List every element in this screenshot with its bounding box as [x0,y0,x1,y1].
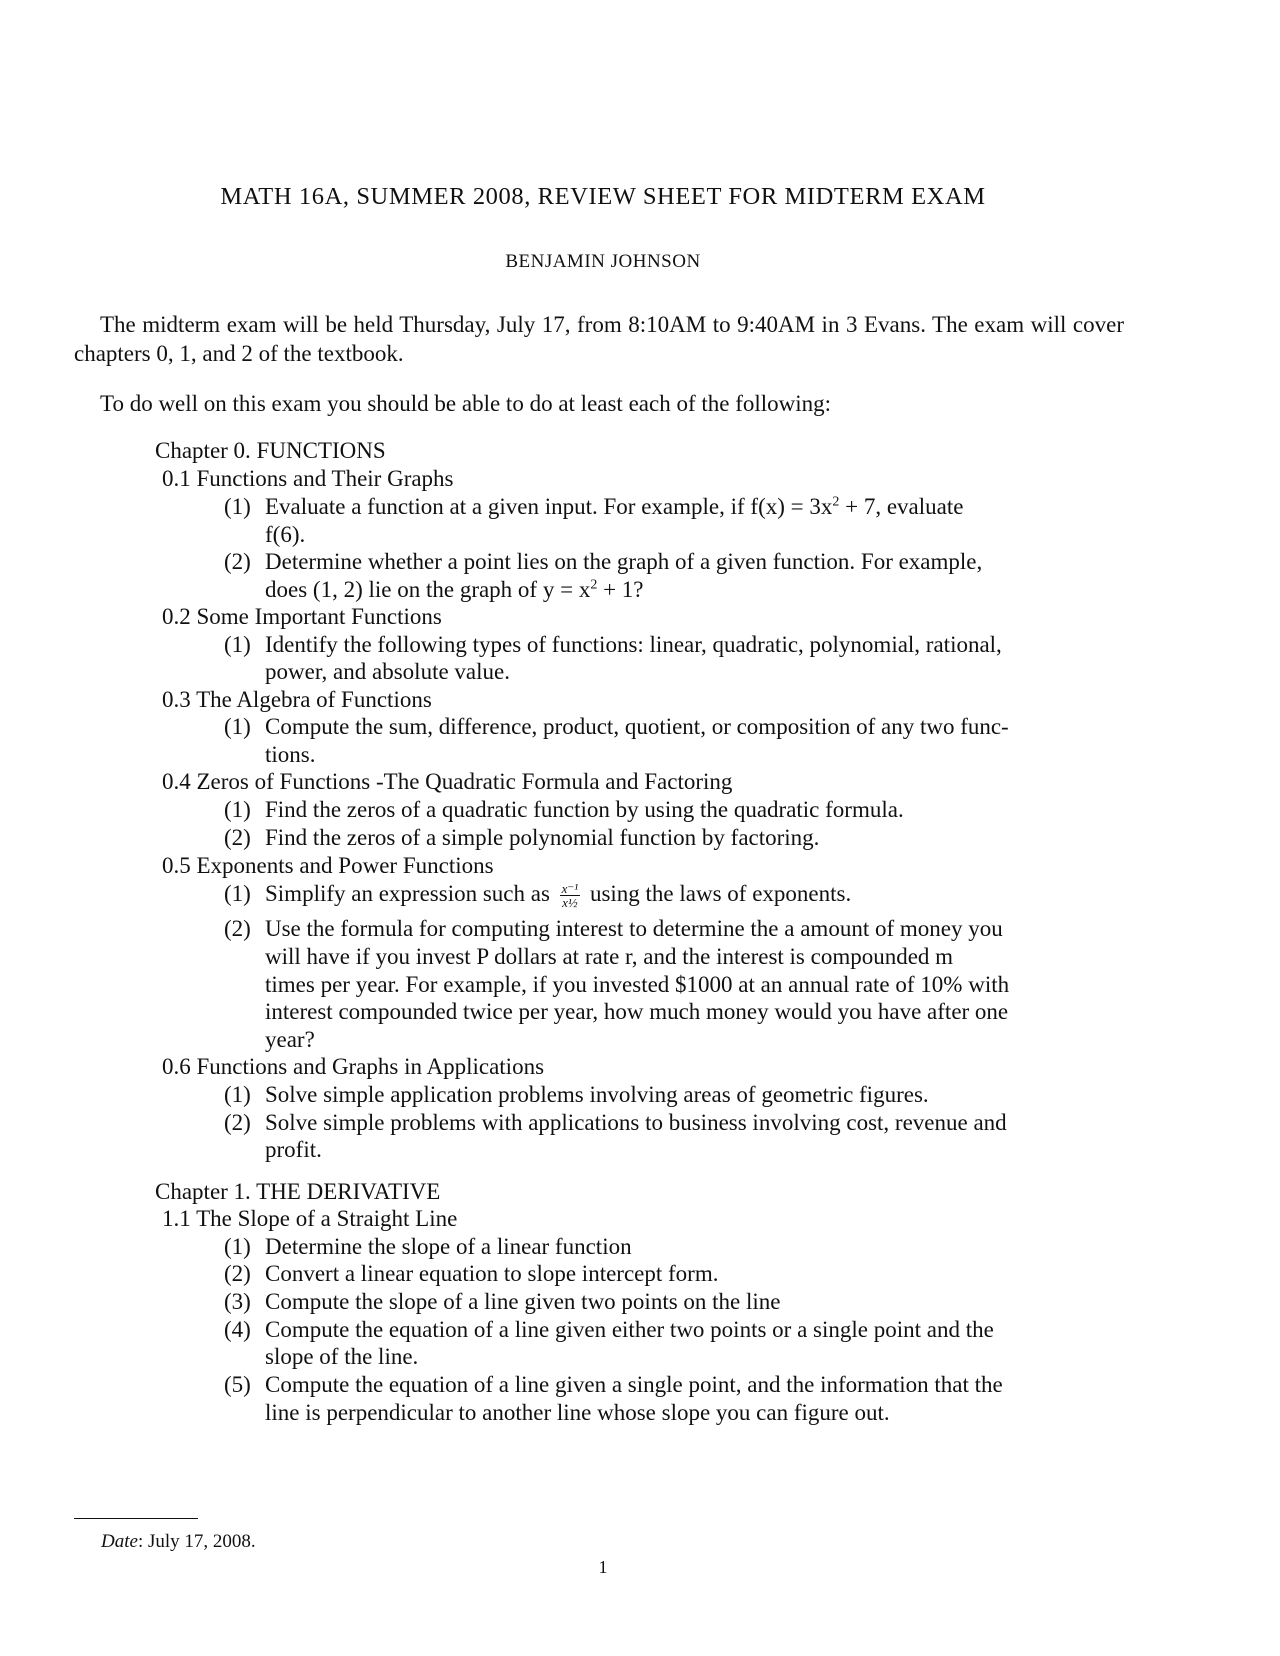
list-item: (1) Identify the following types of functions: linear, quadratic, polynomial, rational, [224,632,1002,657]
chapter-heading: Chapter 1. THE DERIVATIVE [155,1179,441,1204]
list-item: (2) Convert a linear equation to slope intercept form. [224,1261,719,1286]
list-item: (1) Solve simple application problems involving areas of geometric figures. [224,1082,929,1107]
list-item: (1) Evaluate a function at a given input. For example, if $f(x) = 3x^2 + 7$, evaluate [224,494,964,519]
section-title: 0.2 Some Important Functions [162,604,442,629]
section-title: 1.1 The Slope of a Straight Line [162,1206,458,1231]
footnote-date: Date: July 17, 2008. [101,1531,256,1552]
list-item-continuation: does (1, 2) lie on the graph of $y = x^2 + 1$? [265,577,644,602]
section-title: 0.5 Exponents and Power Functions [162,853,494,878]
list-item-continuation: year? [265,1027,315,1052]
list-item-continuation: line is perpendicular to another line whose slope you can figure out. [265,1400,890,1425]
chapter-heading: Chapter 0. FUNCTIONS [155,438,386,463]
section-title: 0.3 The Algebra of Functions [162,687,432,712]
section-title: 0.1 Functions and Their Graphs [162,466,454,491]
intro-text: The midterm exam will be held Thursday, July 17, from 8:10AM to 9:40AM in 3 Evans. The exam will cover chapters 0, 1, and 2 of the textbook. [74,312,1124,366]
list-item: (5) Compute the equation of a line given a single point, and the information that the [224,1372,1003,1397]
intro-paragraph [74,310,1124,368]
section-title: 0.4 Zeros of Functions -The Quadratic Formula and Factoring [162,769,733,794]
list-item-continuation: tions. [265,742,316,767]
document-title: MATH 16A, SUMMER 2008, REVIEW SHEET FOR MIDTERM EXAM [220,183,986,210]
list-item: (2) Determine whether a point lies on the graph of a given function. For example, [224,549,983,574]
list-item: (1) Determine the slope of a linear function [224,1234,632,1259]
list-item-continuation: interest compounded twice per year, how much money would you have after one [265,999,1009,1024]
section-title: 0.6 Functions and Graphs in Applications [162,1054,545,1079]
list-item: (2) Find the zeros of a simple polynomial function by factoring. [224,825,820,850]
footnote-rule [74,1518,198,1519]
list-item-continuation: power, and absolute value. [265,659,510,684]
list-item: (1) Find the zeros of a quadratic function by using the quadratic formula. [224,797,904,822]
list-item: (3) Compute the slope of a line given two points on the line [224,1289,781,1314]
instruction-text: To do well on this exam you should be able to do at least each of the following: [100,391,832,416]
list-item-continuation: slope of the line. [265,1344,419,1369]
fraction-expression: $\frac{\text{x⁻¹}}{\text{x½}}$ [561,881,579,911]
list-item: (2) Solve simple problems with applications to business involving cost, revenue and [224,1110,1007,1135]
list-item: (1) Simplify an expression such as $\frac{\text{x⁻¹}}{\text{x½}}$ using the laws of exponents. [224,881,852,911]
author-name: BENJAMIN JOHNSON [505,251,701,272]
list-item-continuation: profit. [265,1137,322,1162]
list-item-continuation: times per year. For example, if you invested $1000 at an annual rate of 10% with [265,972,1010,997]
page-number: 1 [598,1557,608,1577]
list-item: (1) Compute the sum, difference, product, quotient, or composition of any two func- [224,714,1009,739]
list-item: (4) Compute the equation of a line given either two points or a single point and the [224,1317,994,1342]
list-item-continuation: will have if you invest P dollars at rate r, and the interest is compounded m [265,944,954,969]
list-item: (2) Use the formula for computing interest to determine the a amount of money you [224,916,1003,941]
instruction-paragraph [74,389,1124,418]
list-item-continuation: f(6). [265,522,306,547]
